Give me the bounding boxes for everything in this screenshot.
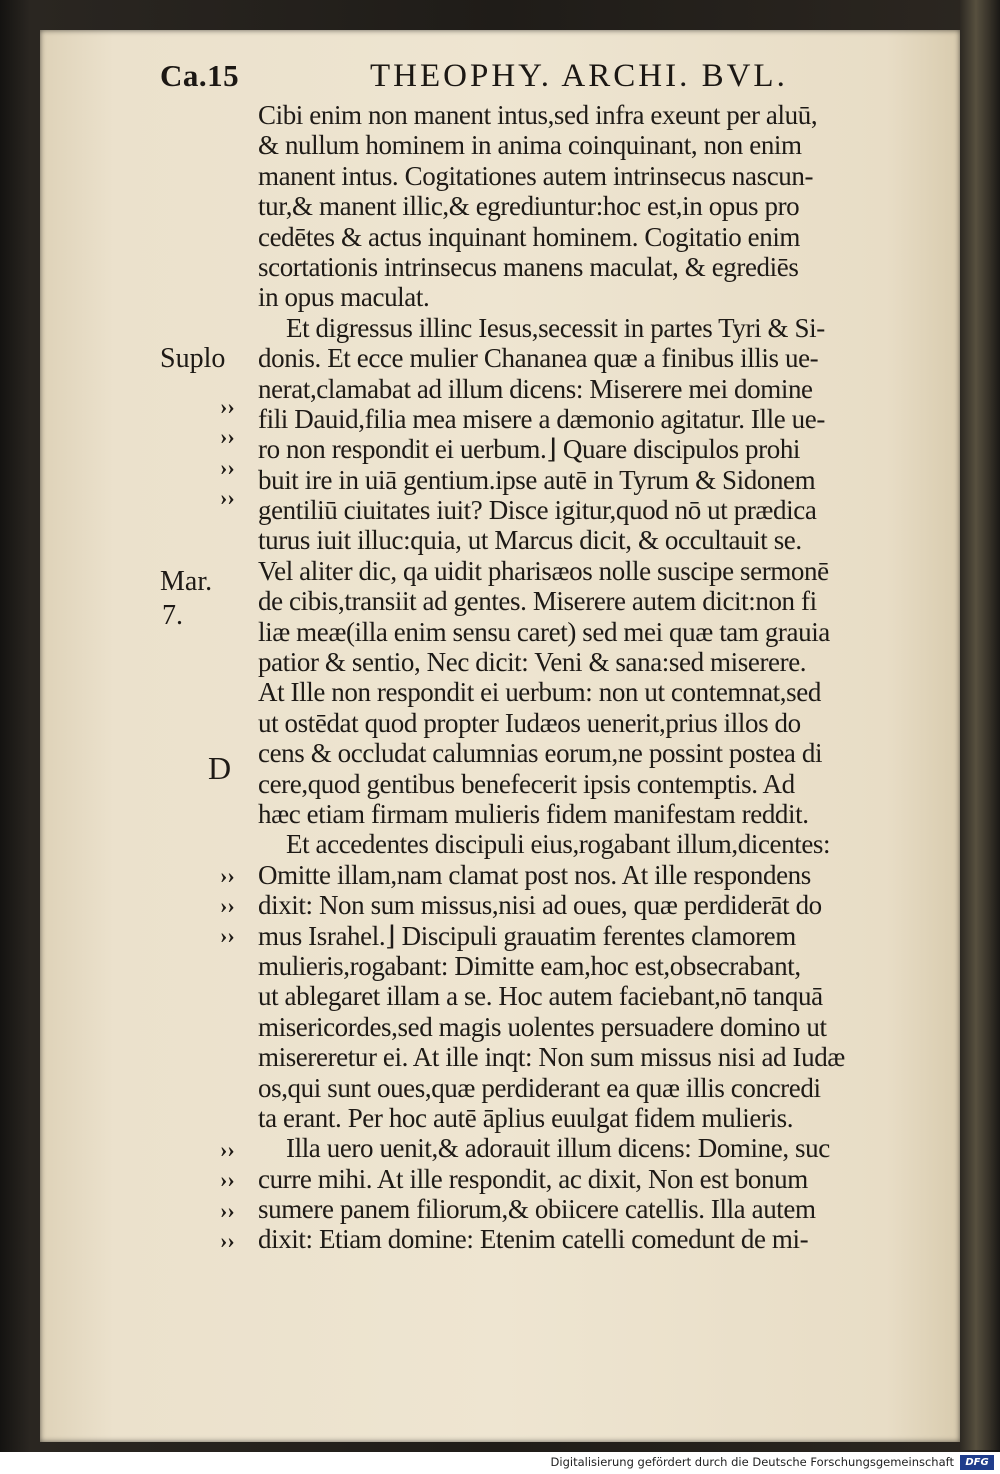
quote-mark: ›› [220, 1137, 235, 1162]
quote-mark: ›› [220, 1198, 235, 1223]
text-line: manent intus. Cogitationes autem intrinsecus nascun- [258, 160, 814, 191]
text-line: donis. Et ecce mulier Chananea quæ a finibus illis ue- [258, 343, 819, 374]
text-line: mulieris,rogabant: Dimitte eam,hoc est,obsecrabant, [258, 950, 801, 981]
book-edge [960, 0, 1000, 1450]
text-line: misereretur ei. At ille inqt: Non sum missus nisi ad Iudæ [258, 1042, 845, 1073]
footer-bar [0, 1452, 1000, 1474]
text-line: Et accedentes discipuli eius,rogabant illum,dicentes: [286, 829, 831, 860]
quote-mark: ›› [220, 424, 235, 449]
quote-mark: ›› [220, 394, 235, 419]
text-line: liæ meæ(illa enim sensu caret) sed mei quæ tam grauia [258, 616, 830, 647]
text-line: Omitte illam,nam clamat post nos. At ille respondens [258, 859, 811, 890]
text-line: turus iuit illuc:quia, ut Marcus dicit, & occultauit se. [258, 525, 802, 556]
dfg-logo: DFG [960, 1455, 994, 1470]
text-line: hæc etiam firmam mulieris fidem manifestam reddit. [258, 798, 809, 829]
text-line: Vel aliter dic, qa uidit pharisæos nolle suscipe sermonē [258, 555, 829, 586]
text-line: in opus maculat. [258, 282, 430, 313]
quote-mark: ›› [220, 863, 235, 888]
margin-note-suplo: Suplo [160, 343, 226, 374]
text-line: scortationis intrinsecus manens maculat, & egrediēs [258, 251, 799, 282]
quote-mark: ›› [220, 923, 235, 948]
text-line: mus Israhel.⌋ Discipuli grauatim ferentes clamorem [258, 920, 796, 951]
page-header [0, 58, 1000, 102]
text-line: misericordes,sed magis uolentes persuadere domino ut [258, 1011, 827, 1042]
text-line: cedētes & actus inquinant hominem. Cogitatio enim [258, 221, 801, 252]
quote-mark: ›› [220, 893, 235, 918]
text-line: curre mihi. At ille respondit, ac dixit, Non est bonum [258, 1163, 808, 1194]
funding-credit: Digitalisierung gefördert durch die Deutsche Forschungsgemeinschaft [550, 1455, 954, 1469]
text-line: sumere panem filiorum,& obiicere catellis. Illa autem [258, 1194, 816, 1225]
text-line: gentiliū ciuitates iuit? Disce igitur,quod nō ut prædica [258, 495, 817, 526]
text-line: dixit: Non sum missus,nisi ad oues, quæ perdiderāt do [258, 890, 822, 921]
quote-mark: ›› [220, 1167, 235, 1192]
text-line: patior & sentio, Nec dicit: Veni & sana:sed miserere. [258, 647, 807, 678]
quote-mark: ›› [220, 455, 235, 480]
text-line: Cibi enim non manent intus,sed infra exeunt per aluū, [258, 100, 818, 130]
body-text [258, 100, 948, 1255]
text-line: & nullum hominem in anima coinquinant, non enim [258, 130, 802, 161]
quote-mark: ›› [220, 485, 235, 510]
running-title: THEOPHY. ARCHI. BVL. [370, 58, 788, 94]
text-line: ro non respondit ei uerbum.⌋ Quare discipulos prohi [258, 434, 801, 465]
text-line: tur,& manent illic,& egrediuntur:hoc est,in opus pro [258, 191, 800, 222]
folio-label: Ca.15 [160, 58, 240, 93]
text-line: Et digressus illinc Iesus,secessit in partes Tyri & Si- [286, 312, 825, 343]
text-line: buit ire in uiā gentium.ipse autē in Tyrum & Sidonem [258, 464, 816, 495]
text-line: cens & occludat calumnias eorum,ne possint postea di [258, 738, 823, 769]
text-line: dixit: Etiam domine: Etenim catelli comedunt de mi- [258, 1224, 809, 1255]
text-line: ut ablegaret illam a se. Hoc autem faciebant,nō tanquā [258, 981, 823, 1012]
margin-note-mar: Mar. [160, 566, 213, 597]
text-line: ut ostēdat quod propter Iudæos uenerit,prius illos do [258, 707, 801, 738]
text-line: de cibis,transiit ad gentes. Miserere autem dicit:non fi [258, 586, 817, 617]
text-line: cere,quod gentibus benefecerit ipsis contemptis. Ad [258, 768, 795, 799]
text-line: nerat,clamabat ad illum dicens: Miserere mei domine [258, 373, 813, 404]
text-line: Illa uero uenit,& adorauit illum dicens: Domine, suc [286, 1133, 830, 1164]
margin-note-d: D [208, 750, 232, 786]
text-line: os,qui sunt oues,quæ perdiderant ea quæ illis concredi [258, 1072, 821, 1103]
quote-mark: ›› [220, 1228, 235, 1253]
text-line: fili Dauid,filia mea misere a dæmonio agitatur. Ille ue- [258, 403, 825, 434]
margin-note-seven: 7. [162, 600, 183, 631]
text-line: ta erant. Per hoc autē āplius euulgat fidem mulieris. [258, 1102, 794, 1133]
text-line: At Ille non respondit ei uerbum: non ut contemnat,sed [258, 677, 821, 708]
